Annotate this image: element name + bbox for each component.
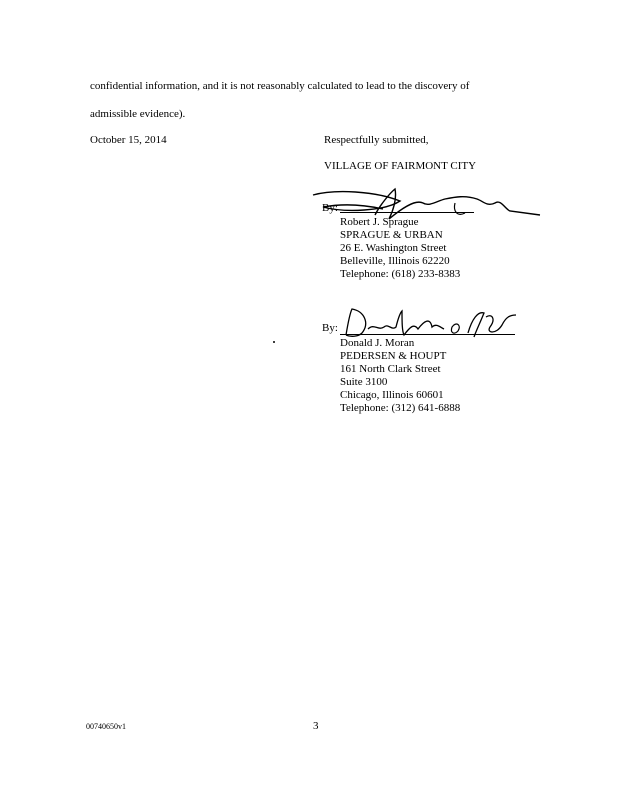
document-id: 00740650v1 <box>86 722 126 731</box>
signatory-2-address-line-1: 161 North Clark Street <box>340 363 441 375</box>
by-label-2: By: <box>322 322 338 334</box>
closing-salutation: Respectfully submitted, <box>324 134 429 146</box>
signatory-1-address-line-2: Belleville, Illinois 62220 <box>340 255 450 267</box>
signature-line-2 <box>340 334 515 335</box>
body-text-line-2: admissible evidence). <box>90 108 186 120</box>
body-text-line-1: confidential information, and it is not reasonably calculated to lead to the discovery of <box>90 80 470 92</box>
date: October 15, 2014 <box>90 134 167 146</box>
signatory-2-phone: Telephone: (312) 641-6888 <box>340 402 461 414</box>
signatory-1-phone: Telephone: (618) 233-8383 <box>340 268 461 280</box>
scan-artifact-dot <box>273 341 275 343</box>
signatory-2-firm: PEDERSEN & HOUPT <box>340 350 447 362</box>
by-label-1: By: <box>322 202 338 214</box>
signature-line-1 <box>340 212 474 213</box>
signatory-2-name: Donald J. Moran <box>340 337 415 349</box>
signatory-1-name: Robert J. Sprague <box>340 216 419 228</box>
closing-party: VILLAGE OF FAIRMONT CITY <box>324 160 477 172</box>
page-number: 3 <box>313 720 319 732</box>
signatory-1-address-line-1: 26 E. Washington Street <box>340 242 447 254</box>
signatory-1-firm: SPRAGUE & URBAN <box>340 229 443 241</box>
signatory-2-address-line-2: Suite 3100 <box>340 376 388 388</box>
signatory-2-address-line-3: Chicago, Illinois 60601 <box>340 389 444 401</box>
